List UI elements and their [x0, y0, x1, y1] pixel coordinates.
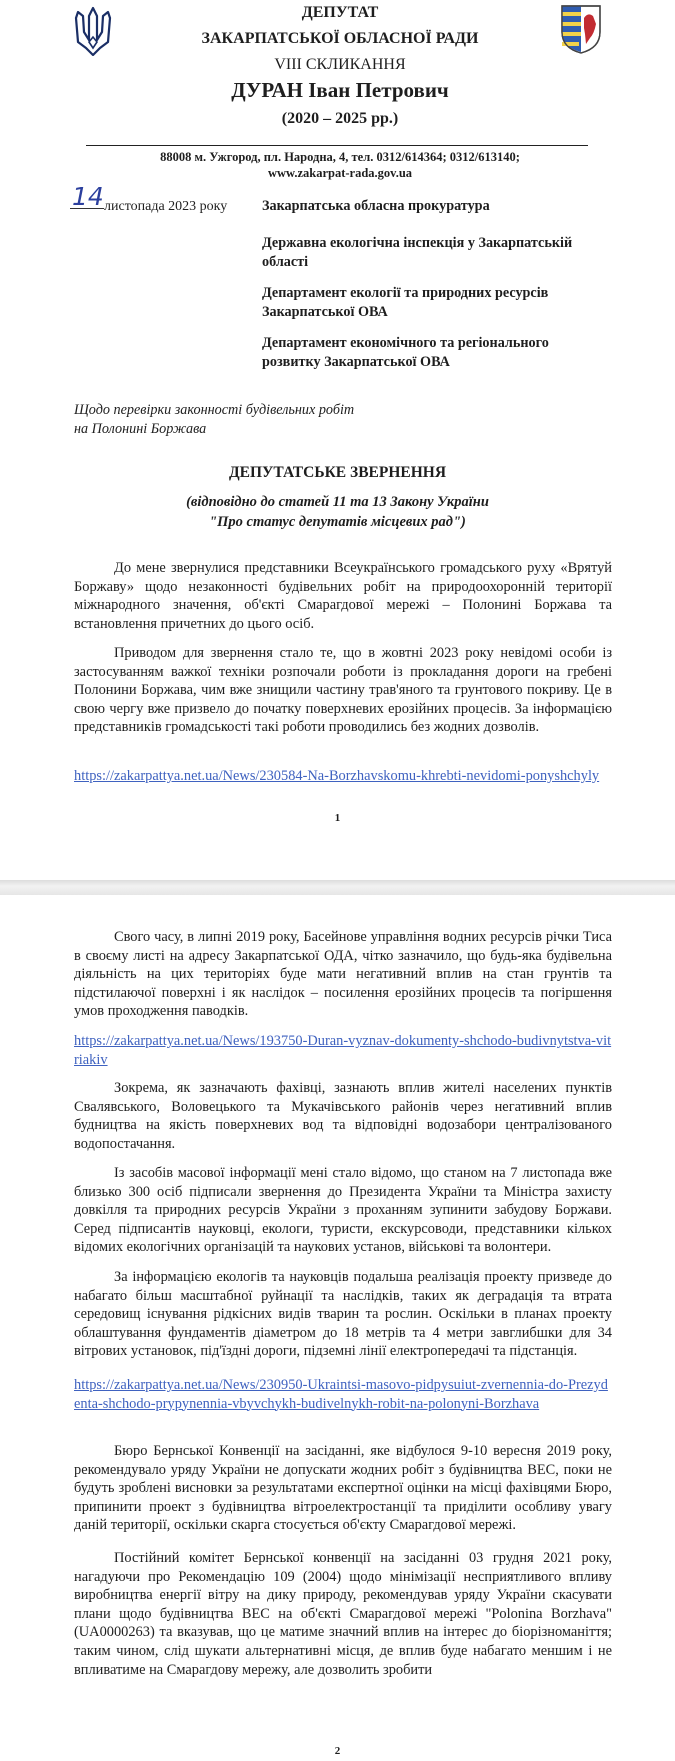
- date-day-handwritten: 14: [72, 182, 104, 211]
- appeal-basis-line-2: "Про статус депутатів місцевих рад"): [209, 514, 466, 530]
- paragraph-bern-bureau: Бюро Бернської Конвенції на засіданні, яке відбулося 9-10 вересня 2019 року, рекомендувало уряду України не допускати жодних робіт з будівництва ВЕС, поки не будуть зроблені висновки за результатами експертної оцінки на місці фахівцями Бюро, припинити проект з будівництва вітроелектростанції та приділити особливу увагу даній території, оскільки скарга стосується об'єкту Смарагдової мережі.: [74, 1443, 612, 1534]
- page-separator: [0, 880, 675, 895]
- header-convocation: VIII СКЛИКАННЯ: [274, 56, 406, 73]
- news-link-1[interactable]: https://zakarpattya.net.ua/News/230584-Na-Borzhavskomu-khrebti-nevidomi-ponyshchyly: [74, 768, 600, 784]
- addressee-prosecutor: Закарпатська обласна прокуратура: [262, 198, 490, 214]
- header-title: ДЕПУТАТ: [301, 4, 379, 21]
- document-page-1: [0, 0, 675, 880]
- trident-icon: [74, 6, 112, 56]
- appeal-basis-line-1: (відповідно до статей 11 та 13 Закону України: [186, 494, 489, 510]
- subject-line-2: на Полонині Боржава: [74, 421, 207, 437]
- paragraph-affected-residents: Зокрема, як зазначають фахівці, зазнають вплив жителі населених пунктів Свалявського, Воловецького та Мукачівського районів через негативний вплив будництва на якість поверхневих вод та відповідні водозабори централізованого водопостачання.: [74, 1080, 612, 1152]
- paragraph-tisa-water-management: Свого часу, в липні 2019 року, Басейнове управління водних ресурсів річки Тиса в своєму листі на адресу Закарпатської ОДА, чітко зазначило, що будь-яка будівельна діяльність на цих територіях буде мати негативний вплив на стан грунтів та підстилаючої поверхні і як наслідок – посилення ерозійних процесів та погіршення умов проходження паводків.: [74, 929, 612, 1020]
- page-number-2: 2: [334, 1745, 341, 1757]
- news-link-2[interactable]: https://zakarpattya.net.ua/News/193750-Duran-vyznav-dokumenty-shchodo-budivnytstva-vitriakiv: [74, 1033, 612, 1068]
- date-text: листопада 2023 року: [104, 199, 228, 214]
- news-link-3[interactable]: https://zakarpattya.net.ua/News/230950-Ukraintsi-masovo-pidpysuiut-zvernennia-do-Prezydenta-shchodo-prypynennia-vbyvchykh-budivelnykh-robit-na-polonyni-Borzhava: [74, 1377, 608, 1412]
- paragraph-bern-standing-committee: Постійний комітет Бернської конвенції на засіданні 03 грудня 2021 року, нагадуючи про Рекомендацію 109 (2004) щодо мінімізації несприятливого впливу виробництва енергії вітру на дику природу, рекомендував уряду України скасувати плани щодо будівництва ВЕС на об'єкті Смарагдової мережі "Polonina Borzhava" (UA0000263) та вказував, що це матиме значний вплив на інтерес до біорізноманіття; таким чином, слід шукати альтернативні місця, де вплив буде набагато меншим і не впливатиме на Смарагдову мережу, але дозволить зробити: [74, 1550, 612, 1678]
- header-council: ЗАКАРПАТСЬКОЇ ОБЛАСНОЇ РАДИ: [201, 30, 479, 47]
- header-website: www.zakarpat-rada.gov.ua: [267, 166, 413, 180]
- paragraph-project-consequences: За інформацією екологів та науковців подальша реалізація проекту призведе до набагато більш масштабної руйнації та наслідків, таких як деградація та втрата середовищ існування рідкісних видів тварин та рослин. Оскільки в планах проекту облаштування фундаментів діаметром до 18 метрів та 4 метри завглибшки для 34 вітрових установок, під'їздні дороги, підземні лінії електропередачі та підстанція.: [74, 1269, 612, 1360]
- term-years: (2020 – 2025 рр.): [281, 110, 399, 127]
- page-number-1: 1: [334, 812, 341, 824]
- document-page-2: [0, 895, 675, 1761]
- addressee-ecology-department: Департамент екології та природних ресурсів Закарпатської ОВА: [262, 285, 549, 320]
- appeal-title: ДЕПУТАТСЬКЕ ЗВЕРНЕННЯ: [228, 464, 447, 481]
- paragraph-road-works: Приводом для звернення стало те, що в жовтні 2023 року невідомі особи із застосуванням важкої техніки розпочали роботи із прокладання дороги на гребені Полонини Боржава, чим вже знищили частину трав'яного та грунтового покриву. Це в свою чергу вже призвело до початку поверхневих ерозійних процесів. За інформацією представників громадськості такі роботи проводились без жодних дозволів.: [74, 645, 612, 736]
- header-divider: [86, 145, 588, 146]
- deputy-name: ДУРАН Іван Петрович: [231, 78, 449, 102]
- header-address: 88008 м. Ужгород, пл. Народна, 4, тел. 0312/614364; 0312/613140;: [160, 150, 520, 164]
- addressee-economy-department: Департамент економічного та регіонального розвитку Закарпатської ОВА: [262, 335, 549, 370]
- paragraph-petition-signatures: Із засобів масової інформації мені стало відомо, що станом на 7 листопада вже близько 300 осіб підписали звернення до Президента України та Міністра захисту довкілля та природних ресурсів України з проханням зупинити забудову Боржави. Серед підписантів науковці, екологи, туристи, екскурсоводи, представники кількох відомих екологічних організацій та наукових установ, військові та волонтери.: [74, 1165, 612, 1256]
- paragraph-appeal-reason: До мене звернулися представники Всеукраїнського громадського руху «Врятуй Боржаву» щодо незаконності будівельних робіт на природоохоронній території міжнародного значення, об'єкті Смарагдової мережі – Полонині Боржава та встановлення причетних до цього осіб.: [74, 560, 612, 632]
- subject-line-1: Щодо перевірки законності будівельних робіт: [74, 402, 355, 418]
- addressee-eco-inspection: Державна екологічна інспекція у Закарпатській області: [262, 235, 573, 270]
